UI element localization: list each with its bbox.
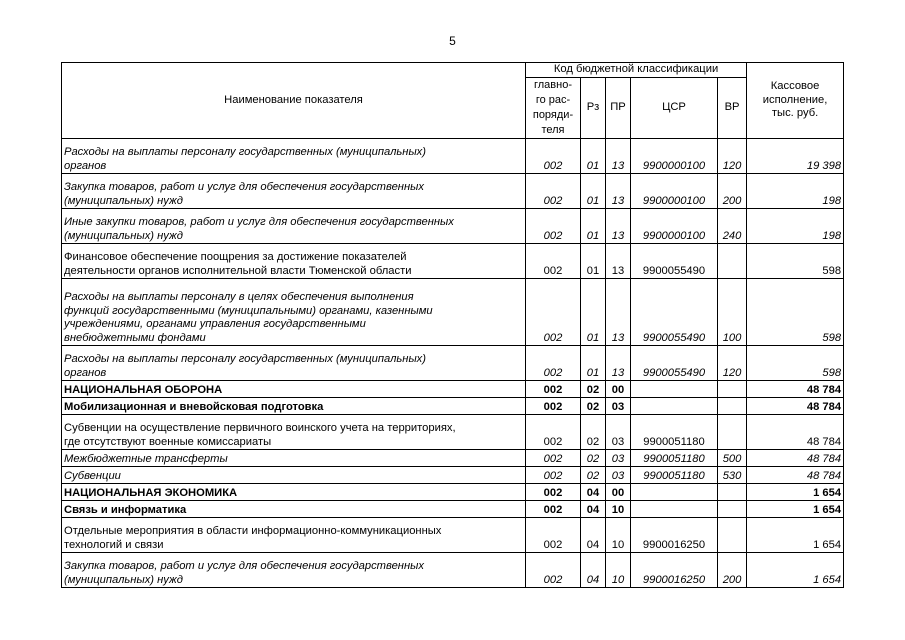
row-name — [62, 398, 526, 415]
row-csr — [631, 501, 718, 518]
row-amount: 48 784 — [747, 450, 844, 467]
row-csr: 9900051180 — [631, 450, 718, 467]
row-vr — [718, 244, 747, 279]
page-number: 5 — [449, 34, 456, 48]
row-pr: 13 — [606, 174, 631, 209]
row-name-line: органов — [64, 159, 107, 172]
row-csr: 9900016250 — [631, 553, 718, 588]
table-header — [62, 63, 844, 139]
row-rz: 04 — [581, 553, 606, 588]
row-vr: 100 — [718, 279, 747, 346]
row-name-line: Связь и информатика — [64, 503, 187, 516]
row-rz: 01 — [581, 139, 606, 174]
row-csr: 9900016250 — [631, 518, 718, 553]
row-name-line: где отсутствуют военные комиссариаты — [64, 435, 272, 448]
header-glavny-line: теля — [541, 124, 565, 136]
row-amount: 598 — [747, 279, 844, 346]
table-row — [62, 381, 844, 398]
row-name-line: технологий и связи — [64, 538, 164, 551]
header-name: Наименование показателя — [62, 63, 526, 139]
row-rz: 02 — [581, 398, 606, 415]
row-name-line: Финансовое обеспечение поощрения за достижение показателей — [64, 251, 407, 264]
table-row — [62, 346, 844, 381]
row-rz: 04 — [581, 484, 606, 501]
row-vr: 530 — [718, 467, 747, 484]
row-pr: 10 — [606, 501, 631, 518]
row-glavny: 002 — [526, 467, 581, 484]
table-row — [62, 467, 844, 484]
table-row — [62, 174, 844, 209]
row-vr: 120 — [718, 346, 747, 381]
row-glavny: 002 — [526, 398, 581, 415]
row-glavny: 002 — [526, 244, 581, 279]
table-row — [62, 209, 844, 244]
row-rz: 04 — [581, 518, 606, 553]
row-amount: 1 654 — [747, 484, 844, 501]
row-pr: 03 — [606, 467, 631, 484]
table-row — [62, 518, 844, 553]
row-glavny: 002 — [526, 174, 581, 209]
row-glavny: 002 — [526, 450, 581, 467]
row-amount: 198 — [747, 174, 844, 209]
row-name — [62, 279, 526, 346]
row-name — [62, 244, 526, 279]
row-vr — [718, 381, 747, 398]
row-amount: 48 784 — [747, 467, 844, 484]
header-code-group: Код бюджетной классификации — [526, 63, 747, 78]
row-rz: 01 — [581, 244, 606, 279]
row-glavny: 002 — [526, 415, 581, 450]
row-name — [62, 174, 526, 209]
row-amount: 1 654 — [747, 518, 844, 553]
row-vr — [718, 518, 747, 553]
row-name — [62, 139, 526, 174]
row-csr: 9900000100 — [631, 209, 718, 244]
row-glavny: 002 — [526, 518, 581, 553]
row-rz: 01 — [581, 279, 606, 346]
row-name — [62, 209, 526, 244]
row-amount: 1 654 — [747, 553, 844, 588]
row-pr: 03 — [606, 398, 631, 415]
row-amount: 48 784 — [747, 381, 844, 398]
row-csr: 9900000100 — [631, 139, 718, 174]
row-vr: 200 — [718, 553, 747, 588]
row-name-line: Расходы на выплаты персоналу в целях обеспечения выполнения — [64, 291, 414, 304]
table-row — [62, 501, 844, 518]
table-row — [62, 139, 844, 174]
row-csr — [631, 381, 718, 398]
header-amount-line: тыс. руб. — [771, 107, 819, 120]
row-rz: 02 — [581, 450, 606, 467]
row-glavny: 002 — [526, 346, 581, 381]
header-rz: Рз — [581, 78, 606, 139]
row-glavny: 002 — [526, 484, 581, 501]
row-rz: 01 — [581, 174, 606, 209]
row-name-line: Мобилизационная и вневойсковая подготовка — [64, 400, 324, 413]
header-glavny — [526, 78, 581, 139]
row-csr: 9900055490 — [631, 244, 718, 279]
row-amount: 48 784 — [747, 398, 844, 415]
row-name-line: НАЦИОНАЛЬНАЯ ОБОРОНА — [64, 383, 223, 396]
row-amount: 48 784 — [747, 415, 844, 450]
row-name — [62, 553, 526, 588]
row-rz: 02 — [581, 415, 606, 450]
row-name-line: внебюджетными фондами — [64, 331, 206, 344]
row-amount: 1 654 — [747, 501, 844, 518]
row-glavny: 002 — [526, 139, 581, 174]
row-csr: 9900055490 — [631, 279, 718, 346]
table-row — [62, 484, 844, 501]
row-name — [62, 518, 526, 553]
row-csr — [631, 484, 718, 501]
row-pr: 10 — [606, 553, 631, 588]
row-name — [62, 484, 526, 501]
row-name-line: Расходы на выплаты персоналу государственных (муниципальных) — [64, 146, 426, 159]
row-amount: 598 — [747, 244, 844, 279]
row-pr: 10 — [606, 518, 631, 553]
header-glavny-line: поряди- — [532, 109, 574, 121]
row-pr: 13 — [606, 279, 631, 346]
row-name-line: Закупка товаров, работ и услуг для обеспечения государственных — [64, 560, 424, 573]
row-name-line: Отдельные мероприятия в области информационно-коммуникационных — [64, 525, 442, 538]
header-glavny-line: го рас- — [535, 94, 571, 106]
row-vr: 120 — [718, 139, 747, 174]
row-pr: 00 — [606, 381, 631, 398]
row-name-line: (муниципальных) нужд — [64, 194, 183, 207]
row-name — [62, 501, 526, 518]
row-amount: 598 — [747, 346, 844, 381]
row-pr: 03 — [606, 415, 631, 450]
row-name — [62, 467, 526, 484]
budget-table — [61, 62, 844, 588]
row-rz: 01 — [581, 209, 606, 244]
row-amount: 19 398 — [747, 139, 844, 174]
row-csr — [631, 398, 718, 415]
header-amount-line: исполнение, — [762, 93, 828, 106]
row-glavny: 002 — [526, 553, 581, 588]
row-name-line: Закупка товаров, работ и услуг для обеспечения государственных — [64, 181, 424, 194]
row-amount: 198 — [747, 209, 844, 244]
row-name-line: органов — [64, 366, 107, 379]
header-amount — [747, 63, 844, 139]
row-name-line: НАЦИОНАЛЬНАЯ ЭКОНОМИКА — [64, 486, 238, 499]
row-csr: 9900055490 — [631, 346, 718, 381]
table-row — [62, 244, 844, 279]
table-row — [62, 553, 844, 588]
row-rz: 02 — [581, 467, 606, 484]
row-name — [62, 415, 526, 450]
row-pr: 13 — [606, 139, 631, 174]
row-glavny: 002 — [526, 209, 581, 244]
row-vr — [718, 398, 747, 415]
row-name-line: (муниципальных) нужд — [64, 573, 183, 586]
row-name-line: Иные закупки товаров, работ и услуг для обеспечения государственных — [64, 216, 454, 229]
row-name-line: (муниципальных) нужд — [64, 229, 183, 242]
header-glavny-line: главно- — [533, 79, 572, 91]
table-row — [62, 398, 844, 415]
row-rz: 02 — [581, 381, 606, 398]
row-csr: 9900000100 — [631, 174, 718, 209]
row-csr: 9900051180 — [631, 467, 718, 484]
row-name-line: Субвенции на осуществление первичного воинского учета на территориях, — [64, 422, 456, 435]
row-vr: 240 — [718, 209, 747, 244]
row-glavny: 002 — [526, 381, 581, 398]
row-rz: 04 — [581, 501, 606, 518]
table-row — [62, 415, 844, 450]
row-vr — [718, 501, 747, 518]
row-glavny: 002 — [526, 279, 581, 346]
row-name — [62, 450, 526, 467]
row-name-line: деятельности органов исполнительной власти Тюменской области — [64, 264, 412, 277]
row-glavny: 002 — [526, 501, 581, 518]
row-pr: 00 — [606, 484, 631, 501]
row-name-line: Субвенции — [64, 469, 121, 482]
header-csr: ЦСР — [631, 78, 718, 139]
row-name-line: учреждениями, органами управления государственными — [64, 318, 366, 331]
row-vr: 200 — [718, 174, 747, 209]
row-name-line: функций государственными (муниципальными) органами, казенными — [64, 304, 433, 317]
row-vr: 500 — [718, 450, 747, 467]
row-pr: 03 — [606, 450, 631, 467]
header-vr: ВР — [718, 78, 747, 139]
row-pr: 13 — [606, 209, 631, 244]
row-pr: 13 — [606, 244, 631, 279]
row-name — [62, 346, 526, 381]
row-csr: 9900051180 — [631, 415, 718, 450]
table-body — [62, 139, 844, 588]
header-amount-line: Кассовое — [770, 80, 820, 93]
row-vr — [718, 484, 747, 501]
header-pr: ПР — [606, 78, 631, 139]
table-row — [62, 450, 844, 467]
row-vr — [718, 415, 747, 450]
row-pr: 13 — [606, 346, 631, 381]
table-row — [62, 279, 844, 346]
row-name-line: Межбюджетные трансферты — [64, 452, 228, 465]
row-name-line: Расходы на выплаты персоналу государственных (муниципальных) — [64, 353, 426, 366]
row-name — [62, 381, 526, 398]
row-rz: 01 — [581, 346, 606, 381]
